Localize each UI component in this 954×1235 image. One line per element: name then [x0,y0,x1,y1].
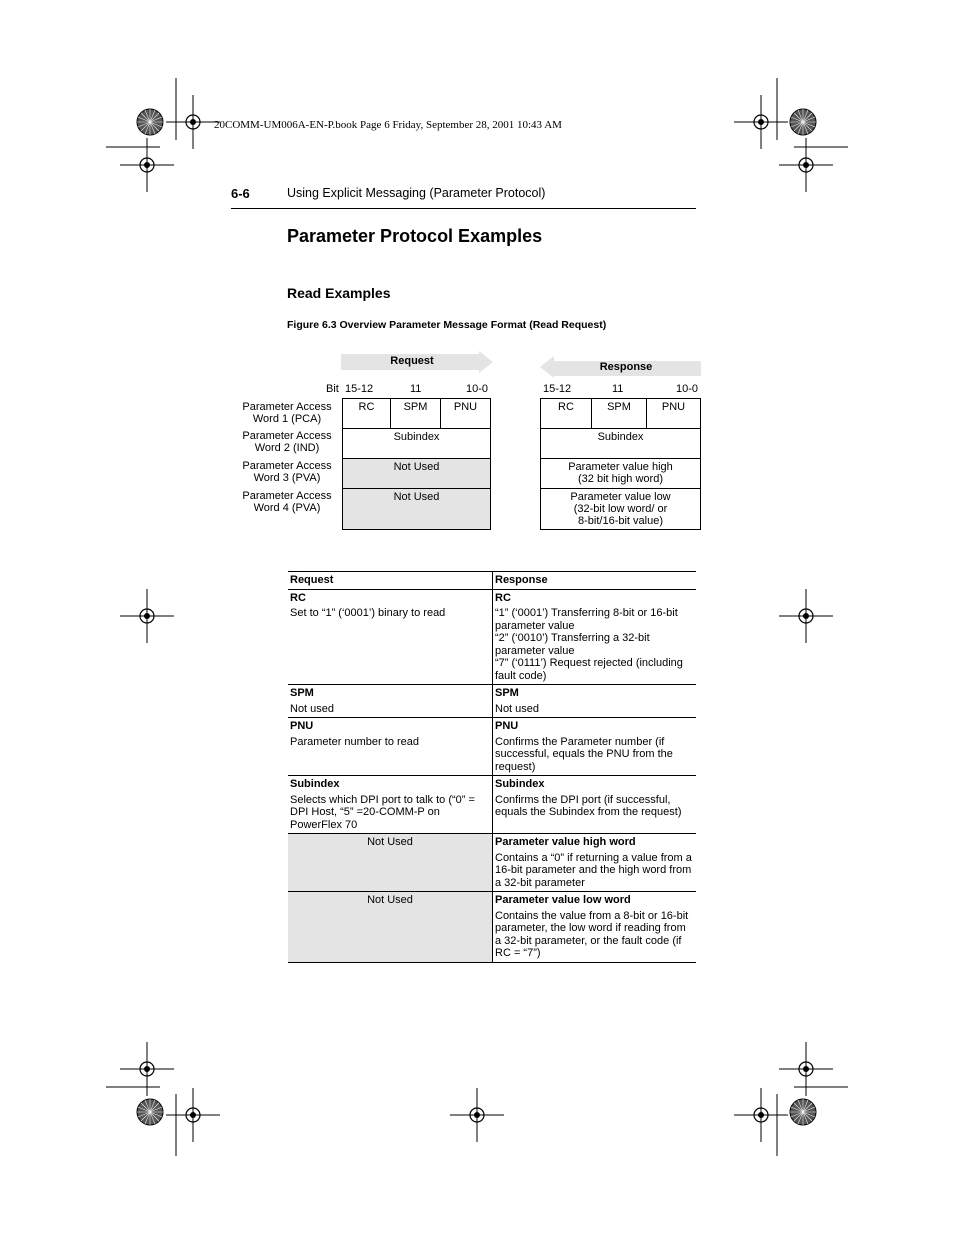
subsection-title: Read Examples [287,285,391,301]
bit-11: 11 [612,383,624,395]
response-subindex-cell: Subindex [541,429,700,459]
request-cell: PNU Parameter number to read [288,718,493,776]
bit-15-12: 15-12 [543,383,572,395]
request-rc-cell: RC [343,399,391,429]
request-spm-cell: SPM [391,399,441,429]
request-response-table [288,571,696,963]
header-rule [231,208,696,209]
row-label-word2: Parameter Access Word 2 (IND) [242,430,332,454]
response-word3-cell: Parameter value high (32 bit high word) [568,461,673,485]
request-subindex-cell: Subindex [343,429,490,459]
table-row [288,892,696,963]
response-cell: RC “1” (‘0001’) Transferring 8-bit or 16-bit parameter value “2” (‘0010’) Transferring a 32-bit parameter value “7” (‘0111’) Request rejected (including fault code) [493,589,697,685]
row-label-word3: Parameter Access Word 3 (PVA) [242,460,332,484]
response-column-header: Response [493,572,697,590]
response-rc-cell: RC [541,399,592,429]
bit-10-0: 10-0 [466,383,489,395]
response-spm-cell: SPM [592,399,647,429]
request-cell: RC Set to “1” (‘0001’) binary to read [288,589,493,685]
bit-11: 11 [410,383,422,395]
request-cell: Subindex Selects which DPI port to talk to (“0” = DPI Host, “5” =20-COMM-P on PowerFlex 70 [288,776,493,834]
bit-10-0: 10-0 [676,383,699,395]
response-pnu-cell: PNU [647,399,700,429]
response-cell: SPM Not used [493,685,697,718]
request-label: Request [390,355,434,367]
request-cell: Not Used [288,834,493,892]
response-cell: PNU Confirms the Parameter number (if successful, equals the PNU from the request) [493,718,697,776]
response-cell: Parameter value high word Contains a “0” if returning a value from a 16-bit parameter and the high word from a 32-bit parameter [493,834,697,892]
table-row [288,834,696,892]
table-row [288,776,696,834]
response-cell: Subindex Confirms the DPI port (if successful, equals the Subindex from the request) [493,776,697,834]
table-row [288,718,696,776]
table-row [288,589,696,685]
request-cell: SPM Not used [288,685,493,718]
response-label: Response [599,361,653,373]
table-header-row [288,572,696,590]
figure-caption: Figure 6.3 Overview Parameter Message Format (Read Request) [287,319,607,331]
section-title: Parameter Protocol Examples [287,226,543,246]
response-format-box [540,398,701,530]
row-label-word4: Parameter Access Word 4 (PVA) [242,490,332,514]
page-number: 6-6 [231,186,250,201]
request-word3-cell: Not Used [343,459,490,489]
bit-prefix: Bit [326,383,339,395]
request-cell: Not Used [288,892,493,963]
request-word4-cell: Not Used [343,489,490,529]
request-column-header: Request [288,572,493,590]
running-header-title: Using Explicit Messaging (Parameter Protocol) [287,186,546,200]
row-label-word1: Parameter Access Word 1 (PCA) [242,401,332,425]
response-word4-cell: Parameter value low (32-bit low word/ or 8-bit/16-bit value) [570,491,671,527]
response-cell: Parameter value low word Contains the value from a 8-bit or 16-bit parameter, the low word if reading from a 32-bit parameter, or the fault code (if RC = “7”) [493,892,697,963]
bit-15-12: 15-12 [345,383,374,395]
table-row [288,685,696,718]
request-format-box [342,398,491,530]
print-slug: 20COMM-UM006A-EN-P.book Page 6 Friday, September 28, 2001 10:43 AM [214,119,562,131]
request-pnu-cell: PNU [441,399,490,429]
